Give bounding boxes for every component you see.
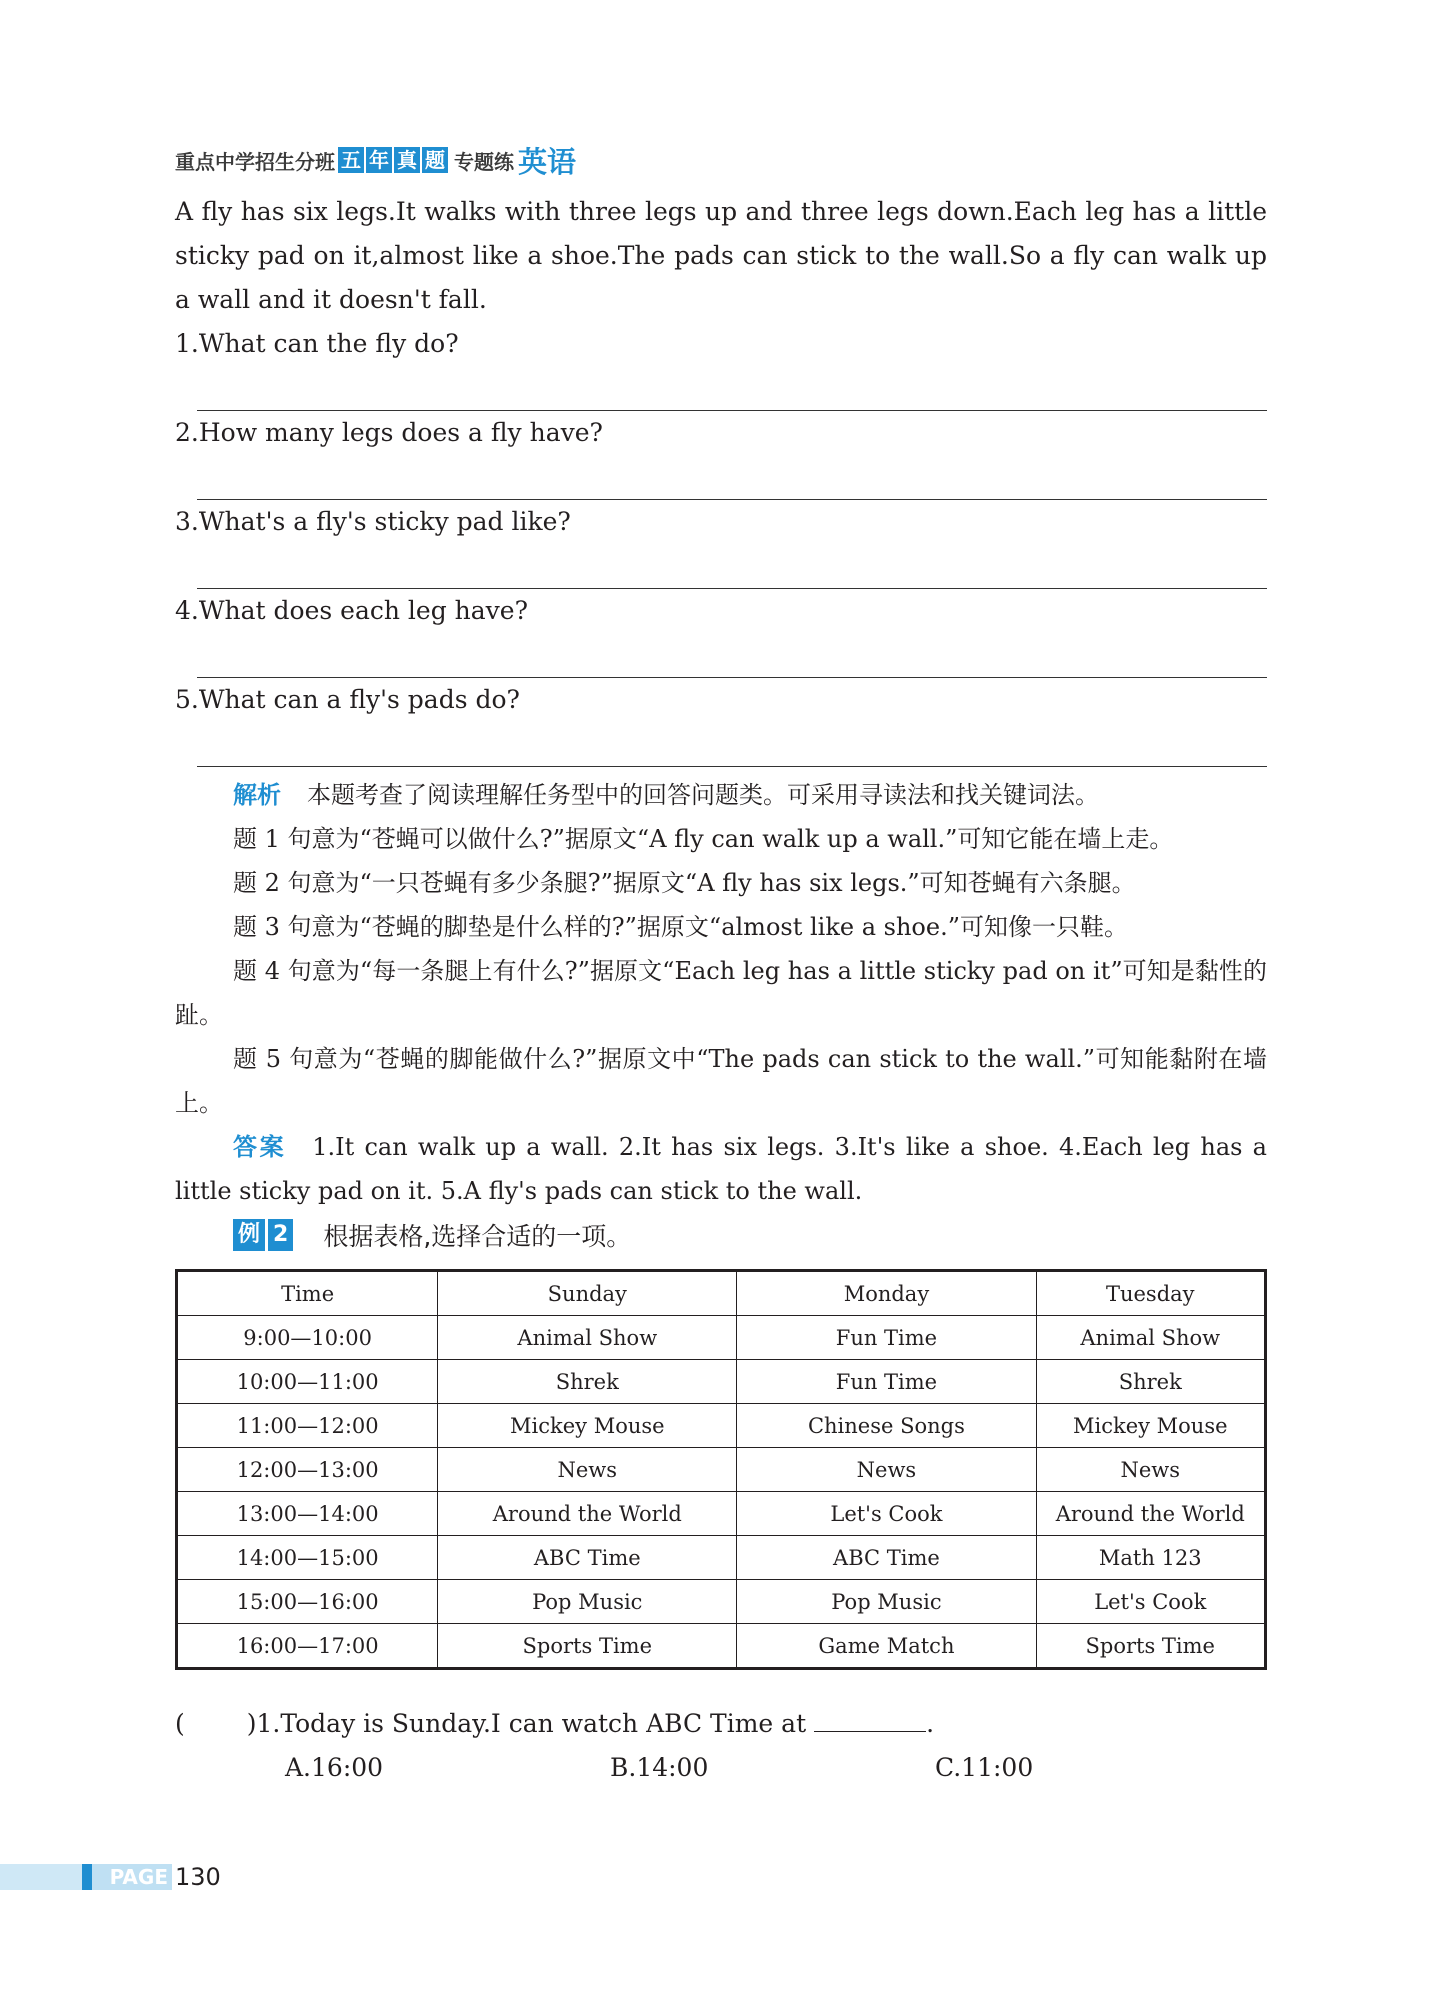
table-header-row: [177, 1271, 1266, 1316]
question-1: 1.What can the fly do?: [175, 329, 459, 358]
option-a[interactable]: A.16:00: [285, 1753, 384, 1782]
answer-label: 答案: [233, 1133, 287, 1161]
tuesday-cell: Sports Time: [1036, 1624, 1265, 1669]
answer-line-1[interactable]: [197, 366, 1267, 411]
tuesday-cell: Animal Show: [1036, 1316, 1265, 1360]
mcq-question-1: [175, 1702, 1267, 1746]
schedule-table: [175, 1269, 1267, 1670]
sunday-cell: ABC Time: [438, 1536, 737, 1580]
analysis-section: [175, 773, 1267, 1213]
time-cell: 14:00—15:00: [177, 1536, 438, 1580]
analysis-item: 题 5 句意为“苍蝇的脚能做什么?”据原文中“The pads can stick to the wall.”可知能黏附在墙上。: [175, 1045, 1267, 1117]
analysis-label: 解析: [233, 781, 281, 809]
time-cell: 9:00—10:00: [177, 1316, 438, 1360]
header-highlight-2: 年: [366, 147, 392, 173]
table-row: [177, 1580, 1266, 1624]
analysis-intro-text: 本题考查了阅读理解任务型中的回答问题类。可采用寻读法和找关键词法。: [307, 781, 1099, 809]
answer-paren-open[interactable]: (: [175, 1709, 185, 1738]
column-header-sunday: Sunday: [438, 1271, 737, 1316]
tuesday-cell: Math 123: [1036, 1536, 1265, 1580]
analysis-intro: [175, 773, 1267, 817]
tuesday-cell: Let's Cook: [1036, 1580, 1265, 1624]
monday-cell: News: [737, 1448, 1036, 1492]
question-list: [175, 322, 1267, 767]
page-number: 130: [175, 1863, 221, 1891]
monday-cell: Let's Cook: [737, 1492, 1036, 1536]
monday-cell: Pop Music: [737, 1580, 1036, 1624]
mcq-options: [285, 1746, 1267, 1790]
monday-cell: ABC Time: [737, 1536, 1036, 1580]
question-2: 2.How many legs does a fly have?: [175, 418, 603, 447]
header-prefix: 重点中学招生分班: [175, 149, 335, 174]
page-footer: [0, 1864, 221, 1890]
page-label: PAGE: [92, 1864, 172, 1890]
sunday-cell: Sports Time: [438, 1624, 737, 1669]
sunday-cell: Shrek: [438, 1360, 737, 1404]
column-header-monday: Monday: [737, 1271, 1036, 1316]
running-header: [175, 140, 1267, 180]
column-header-tuesday: Tuesday: [1036, 1271, 1265, 1316]
monday-cell: Fun Time: [737, 1360, 1036, 1404]
footer-tick: [82, 1864, 92, 1890]
option-b[interactable]: B.14:00: [610, 1753, 709, 1782]
analysis-item: 题 1 句意为“苍蝇可以做什么?”据原文“A fly can walk up a wall.”可知它能在墙上走。: [233, 825, 1174, 853]
example-heading: [233, 1213, 1267, 1257]
answer-line-2[interactable]: [197, 455, 1267, 500]
analysis-item: 题 3 句意为“苍蝇的脚垫是什么样的?”据原文“almost like a shoe.”可知像一只鞋。: [233, 913, 1128, 941]
monday-cell: Game Match: [737, 1624, 1036, 1669]
table-row: [177, 1624, 1266, 1669]
example-badge-char: 例: [233, 1219, 265, 1251]
example-badge: [233, 1219, 293, 1251]
time-cell: 12:00—13:00: [177, 1448, 438, 1492]
sunday-cell: Pop Music: [438, 1580, 737, 1624]
example-instruction: 根据表格,选择合适的一项。: [323, 1222, 632, 1251]
sunday-cell: Around the World: [438, 1492, 737, 1536]
table-row: [177, 1536, 1266, 1580]
analysis-item: 题 2 句意为“一只苍蝇有多少条腿?”据原文“A fly has six legs.”可知苍蝇有六条腿。: [233, 869, 1136, 897]
answer-line-3[interactable]: [197, 544, 1267, 589]
header-highlight-4: 题: [422, 147, 448, 173]
table-row: [177, 1492, 1266, 1536]
example-badge-number: 2: [268, 1219, 293, 1251]
column-header-time: Time: [177, 1271, 438, 1316]
header-highlight-1: 五: [338, 147, 364, 173]
fill-in-blank[interactable]: [814, 1705, 926, 1732]
footer-bar: [0, 1864, 88, 1890]
mcq-stem: 1.Today is Sunday.I can watch ABC Time at: [256, 1709, 807, 1738]
monday-cell: Fun Time: [737, 1316, 1036, 1360]
table-row: [177, 1360, 1266, 1404]
sunday-cell: Mickey Mouse: [438, 1404, 737, 1448]
time-cell: 10:00—11:00: [177, 1360, 438, 1404]
tuesday-cell: Mickey Mouse: [1036, 1404, 1265, 1448]
sunday-cell: News: [438, 1448, 737, 1492]
answer-line-5[interactable]: [197, 722, 1267, 767]
reading-passage: A fly has six legs.It walks with three legs up and three legs down.Each leg has a little sticky pad on it,almost like a shoe.The pads can stick to the wall.So a fly can walk up a wall and it doesn't fall.: [175, 197, 1267, 314]
analysis-item: 题 4 句意为“每一条腿上有什么?”据原文“Each leg has a little sticky pad on it”可知是黏性的趾。: [175, 957, 1267, 1029]
time-cell: 11:00—12:00: [177, 1404, 438, 1448]
answer-line-4[interactable]: [197, 633, 1267, 678]
time-cell: 13:00—14:00: [177, 1492, 438, 1536]
answer-paren-close: ): [246, 1709, 257, 1738]
sunday-cell: Animal Show: [438, 1316, 737, 1360]
mcq-period: .: [926, 1709, 935, 1738]
question-3: 3.What's a fly's sticky pad like?: [175, 507, 571, 536]
option-c[interactable]: C.11:00: [935, 1753, 1034, 1782]
time-cell: 15:00—16:00: [177, 1580, 438, 1624]
tuesday-cell: Shrek: [1036, 1360, 1265, 1404]
question-5: 5.What can a fly's pads do?: [175, 685, 520, 714]
answer-text: 1.It can walk up a wall. 2.It has six legs. 3.It's like a shoe. 4.Each leg has a little sticky pad on it. 5.A fly's pads can stick to the wall.: [175, 1133, 1267, 1205]
tuesday-cell: Around the World: [1036, 1492, 1265, 1536]
question-4: 4.What does each leg have?: [175, 596, 528, 625]
answer-block: [175, 1125, 1267, 1213]
header-highlight-3: 真: [394, 147, 420, 173]
table-row: [177, 1448, 1266, 1492]
page: [175, 140, 1267, 1790]
monday-cell: Chinese Songs: [737, 1404, 1036, 1448]
tuesday-cell: News: [1036, 1448, 1265, 1492]
table-row: [177, 1316, 1266, 1360]
header-after: 专题练: [454, 149, 514, 174]
table-row: [177, 1404, 1266, 1448]
header-subject: 英语: [518, 144, 577, 179]
time-cell: 16:00—17:00: [177, 1624, 438, 1669]
